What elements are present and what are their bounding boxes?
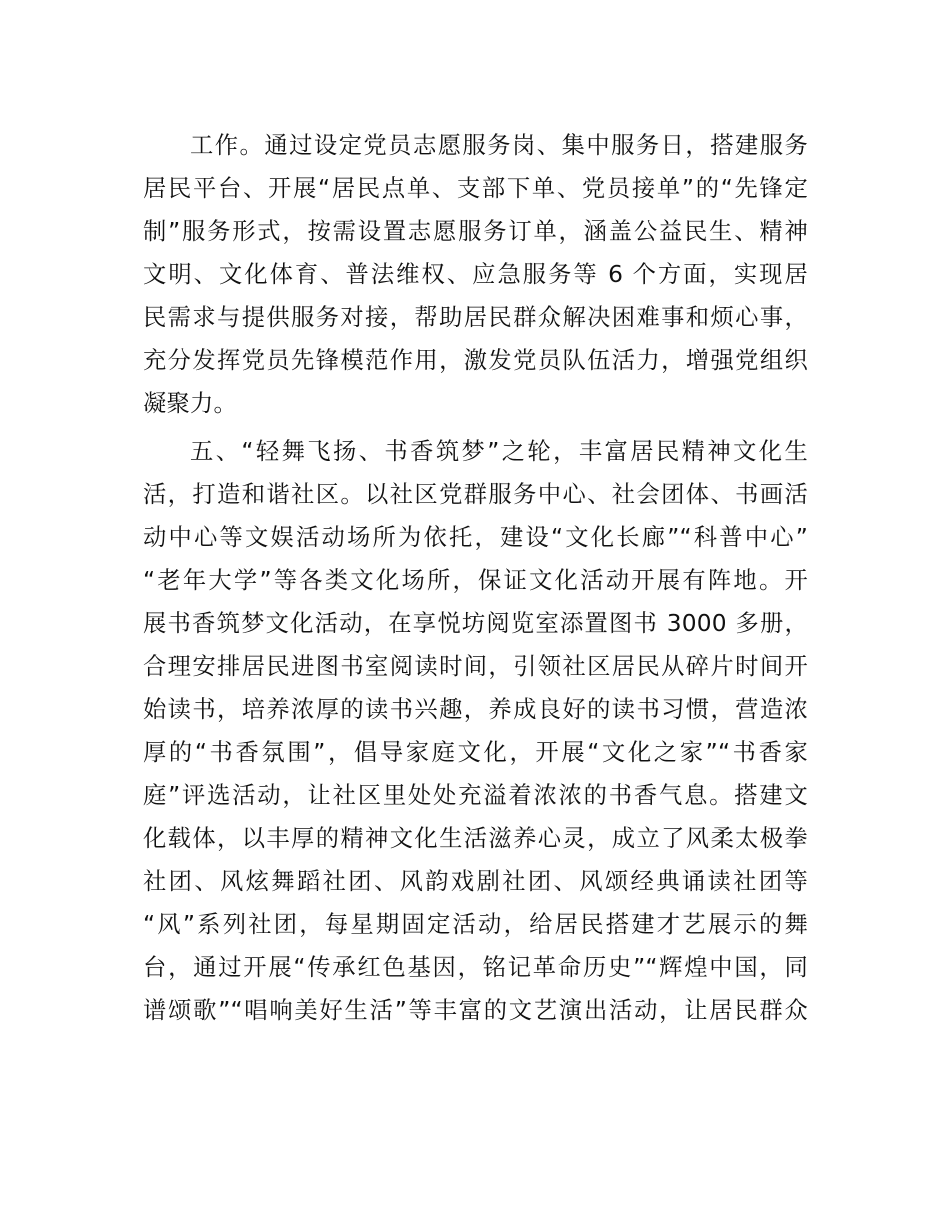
paragraph-2-line-11: 社团、风炫舞蹈社团、风韵戏剧社团、风颂经典诵读社团等 <box>143 868 808 895</box>
paragraph-2-line-10: 化载体，以丰厚的精神文化生活滋养心灵，成立了风柔太极拳 <box>143 825 808 852</box>
paragraph-1-line-6: 充分发挥党员先锋模范作用，激发党员队伍活力，增强党组织 <box>143 347 808 374</box>
paragraph-2-line-12: “风”系列社团，每星期固定活动，给居民搭建才艺展示的舞 <box>143 911 808 938</box>
paragraph-1-line-1: 工作。通过设定党员志愿服务岗、集中服务日，搭建服务 <box>190 132 808 159</box>
paragraph-2-line-13: 台，通过开展“传承红色基因，铭记革命历史”“辉煌中国，同 <box>143 954 808 981</box>
paragraph-2-line-6: 合理安排居民进图书室阅读时间，引领社区居民从碎片时间开 <box>143 653 808 680</box>
paragraph-2-line-2: 活，打造和谐社区。以社区党群服务中心、社会团体、书画活 <box>143 481 808 508</box>
paragraph-1-line-7: 凝聚力。 <box>143 390 237 417</box>
paragraph-2-line-7: 始读书，培养浓厚的读书兴趣，养成良好的读书习惯，营造浓 <box>143 696 808 723</box>
paragraph-2-line-8: 厚的“书香氛围”，倡导家庭文化，开展“文化之家”“书香家 <box>143 739 808 766</box>
paragraph-2-line-14: 谱颂歌”“唱响美好生活”等丰富的文艺演出活动，让居民群众 <box>143 997 808 1024</box>
paragraph-2-line-5: 展书香筑梦文化活动，在享悦坊阅览室添置图书 3000 多册， <box>143 610 808 637</box>
paragraph-2-line-4: “老年大学”等各类文化场所，保证文化活动开展有阵地。开 <box>143 567 808 594</box>
paragraph-2-line-3: 动中心等文娱活动场所为依托，建设“文化长廊”“科普中心” <box>143 524 808 551</box>
paragraph-1-line-4: 文明、文化体育、普法维权、应急服务等 6 个方面，实现居 <box>143 261 808 288</box>
paragraph-2-line-9: 庭”评选活动，让社区里处处充溢着浓浓的书香气息。搭建文 <box>143 782 808 809</box>
paragraph-2-line-1: 五、“轻舞飞扬、书香筑梦”之轮，丰富居民精神文化生 <box>190 438 808 465</box>
paragraph-1-line-3: 制”服务形式，按需设置志愿服务订单，涵盖公益民生、精神 <box>143 218 808 245</box>
paragraph-1-line-5: 民需求与提供服务对接，帮助居民群众解决困难事和烦心事， <box>143 304 808 331</box>
paragraph-1-line-2: 居民平台、开展“居民点单、支部下单、党员接单”的“先锋定 <box>143 175 808 202</box>
